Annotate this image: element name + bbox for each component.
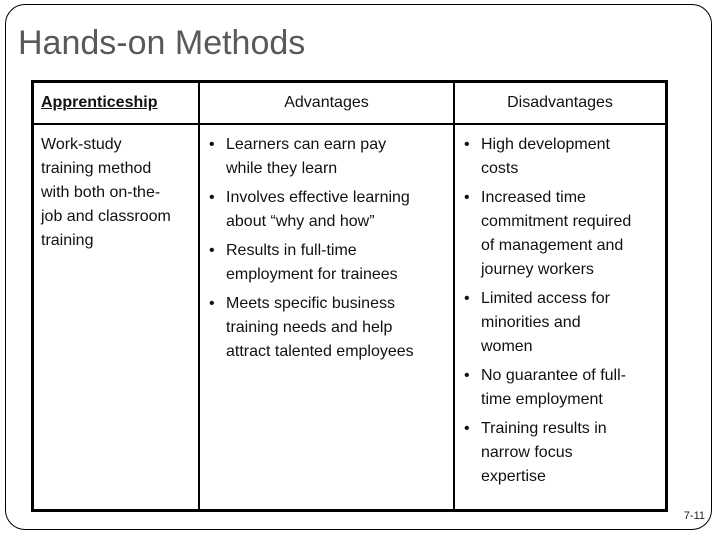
- disadvantage-item: • Training results in narrow focus expertise: [455, 417, 635, 489]
- method-description-cell: Work-study training method with both on-the-job and classroom training: [34, 125, 200, 509]
- advantages-list: [200, 125, 453, 364]
- disadvantages-cell: [455, 125, 665, 509]
- advantage-item: • Results in full-time employment for trainees: [200, 239, 423, 287]
- disadvantages-list: [455, 125, 665, 489]
- header-cell-advantages: Advantages: [200, 83, 455, 125]
- methods-table: [31, 80, 668, 512]
- advantages-cell: [200, 125, 455, 509]
- header-cell-disadvantages: Disadvantages: [455, 83, 665, 125]
- page-title: Hands-on Methods: [18, 24, 306, 62]
- advantage-item: • Involves effective learning about “why and how”: [200, 186, 423, 234]
- disadvantage-item: • High development costs: [455, 133, 635, 181]
- disadvantage-item: • Limited access for minorities and women: [455, 287, 635, 359]
- advantage-item: • Meets specific business training needs and help attract talented employees: [200, 292, 423, 364]
- disadvantage-item: • No guarantee of full-time employment: [455, 364, 635, 412]
- slide-page-number: 7-11: [683, 510, 705, 522]
- header-cell-apprenticeship: Apprenticeship: [34, 83, 200, 125]
- advantage-item: • Learners can earn pay while they learn: [200, 133, 423, 181]
- disadvantage-item: • Increased time commitment required of management and journey workers: [455, 186, 635, 282]
